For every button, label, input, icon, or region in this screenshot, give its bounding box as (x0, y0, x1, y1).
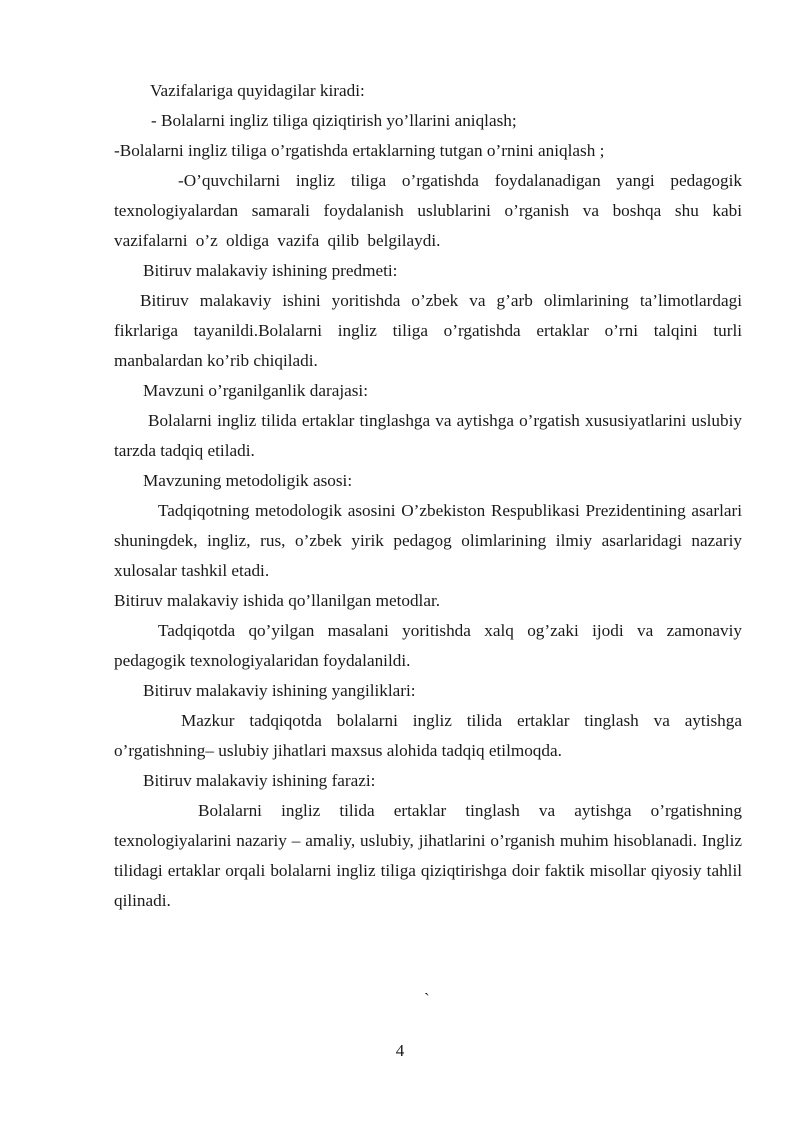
paragraph-novelty: Mazkur tadqiqotda bolalarni ingliz tilida ertaklar tinglash va aytishga o’rgatishning– uslubiy jihatlari maxsus alohida tadqiq etilmoqda. (114, 711, 742, 760)
paragraph-methods: Tadqiqotda qo’yilgan masalani yoritishda xalq og’zaki ijodi va zamonaviy pedagogik texnologiyalaridan foydalanildi. (114, 621, 742, 670)
stray-mark: ` (424, 990, 430, 1009)
document-body (114, 76, 742, 916)
paragraph-subject: Bitiruv malakaviy ishini yoritishda o’zbek va g’arb olimlarining ta’limotlardagi fikrlariga tayanildi.Bolalarni ingliz tiliga o’rgatishda ertaklar o’rni talqini turli manbalardan ko’rib chiqiladi. (114, 291, 742, 370)
paragraph-research-degree: Bolalarni ingliz tilida ertaklar tinglashga va aytishga o’rgatish xususiyatlarini uslubiy tarzda tadqiq etiladi. (114, 411, 742, 460)
paragraph-task-2: -Bolalarni ingliz tiliga o’rgatishda ertaklarning tutgan o’rnini aniqlash ; (114, 141, 605, 160)
page-number: 4 (395, 1041, 405, 1060)
heading-methodology: Mavzuning metodoligik asosi: (143, 471, 353, 490)
heading-hypothesis: Bitiruv malakaviy ishining farazi: (143, 771, 376, 790)
paragraph-hypothesis: Bolalarni ingliz tilida ertaklar tinglash va aytishga o’rgatishning texnologiyalarini nazariy – amaliy, uslubiy, jihatlarini o’rganish muhim hisoblanadi. Ingliz tilidagi ertaklar orqali bolalarni ingliz tiliga qiziqtirishga doir faktik misollar qiyosiy tahlil qilinadi. (114, 801, 742, 910)
paragraph-methodology: Tadqiqotning metodologik asosini O’zbekiston Respublikasi Prezidentining asarlari shuningdek, ingliz, rus, o’zbek yirik pedagog olimlarining ilmiy asarlaridagi nazariy xulosalar tashkil etadi. (114, 501, 742, 580)
heading-methods: Bitiruv malakaviy ishida qo’llanilgan metodlar. (114, 591, 441, 610)
paragraph-task-3: -O’quvchilarni ingliz tiliga o’rgatishda foydalanadigan yangi pedagogik texnologiyalardan samarali foydalanish uslublarini o’rganish va boshqa shu kabi vazifalarni o’z oldiga vazifa qilib belgilaydi. (114, 171, 742, 250)
heading-novelty: Bitiruv malakaviy ishining yangiliklari: (143, 681, 416, 700)
heading-subject: Bitiruv malakaviy ishining predmeti: (143, 261, 398, 280)
paragraph-task-1: - Bolalarni ingliz tiliga qiziqtirish yo’llarini aniqlash; (151, 111, 517, 130)
heading-research-degree: Mavzuni o’rganilganlik darajasi: (143, 381, 368, 400)
paragraph-tasks-intro: Vazifalariga quyidagilar kiradi: (150, 81, 365, 100)
